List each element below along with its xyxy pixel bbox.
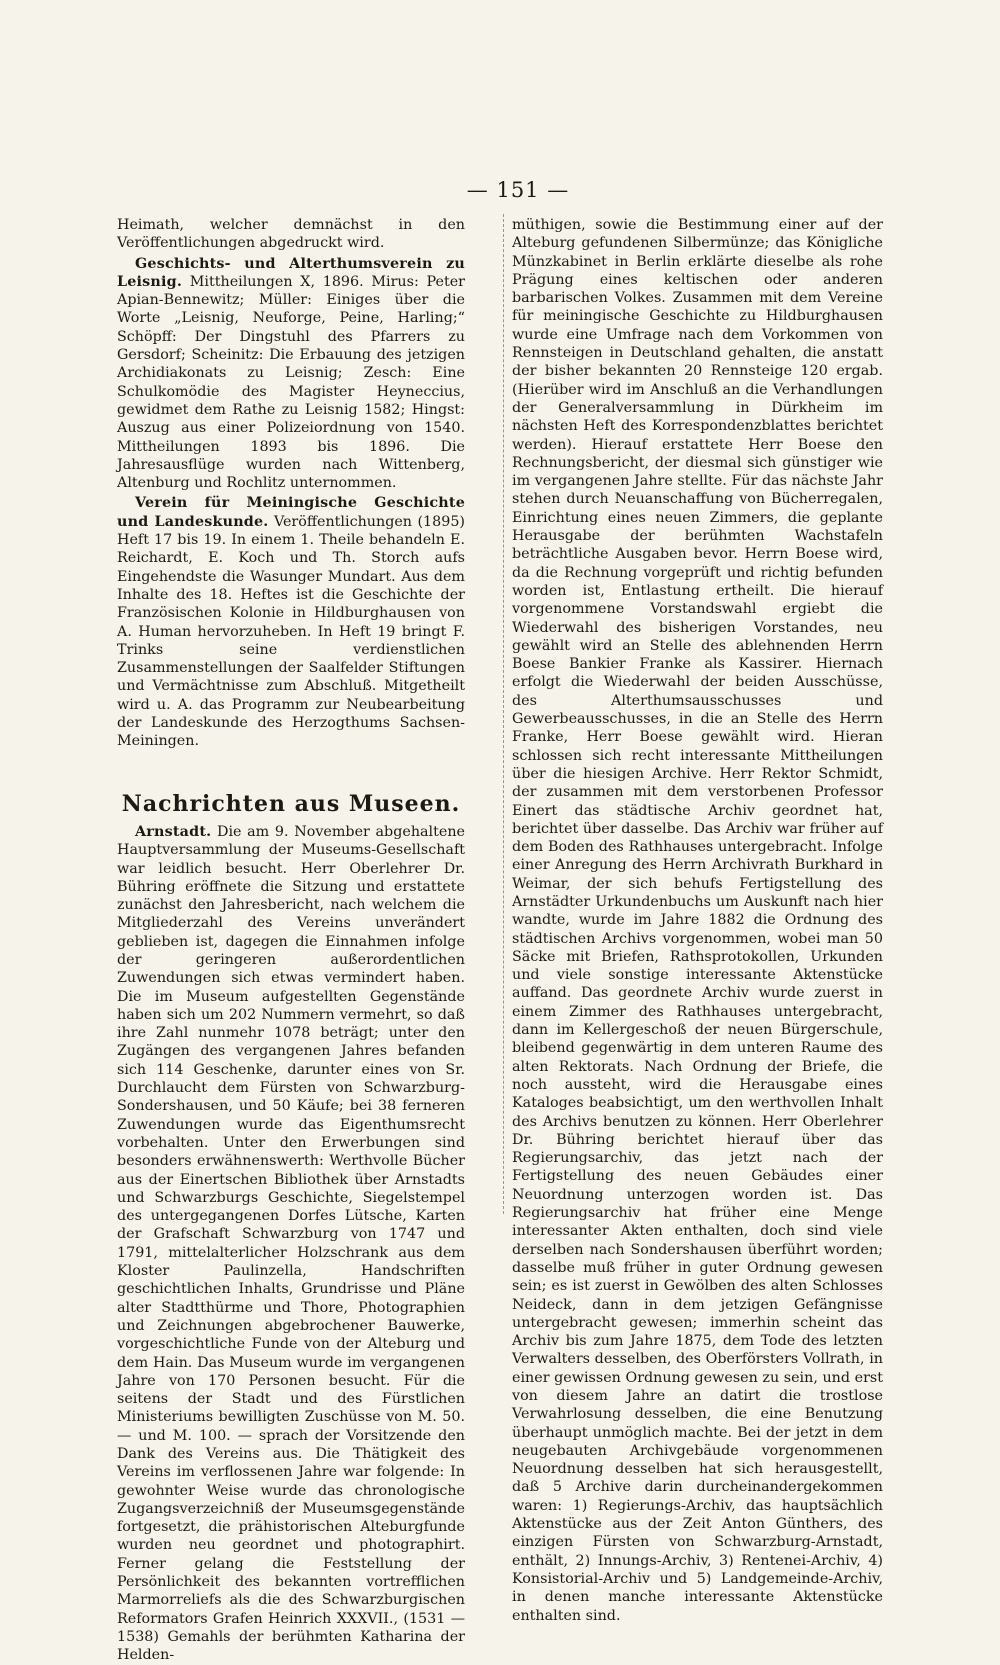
page-number: — 151 — bbox=[466, 178, 570, 202]
section-title: Nachrichten aus Museen. bbox=[121, 790, 461, 817]
meiningen-heading: Verein für Meiningische Geschichte und Landeskunde. bbox=[117, 495, 465, 530]
meiningen-paragraph bbox=[117, 494, 465, 750]
arnstadt-heading: Arnstadt. bbox=[135, 823, 212, 840]
right-column-text: müthigen, sowie die Bestimmung einer auf der Alteburg gefundenen Silbermünze; das Königliche Münzkabinet in Berlin erklärte dieselbe als rohe Prägung eines keltischen oder anderen barbarischen Volkes. Zusammen mit dem Vereine für meiningische Geschichte zu Hildburghausen wurde eine Umfrage nach dem Vorkommen von Rennsteigen in Deutschland gehalten, die anstatt der bisher bekannten 20 Rennsteige 120 ergab. (Hierüber wird im Anschluß an die Verhandlungen der Generalversammlung in Dürkheim im nächsten Heft des Korrespondenzblattes berichtet werden). Hierauf erstattete Herr Boese den Rechnungsbericht, der diesmal sich günstiger wie im vergangenen Jahre stellte. Für das nächste Jahr stehen durch Neuanschaffung von Bücherregalen, Einrichtung eines neuen Zimmers, die geplante Herausgabe der berühmten Wachstafeln beträchtliche Ausgaben bevor. Herrn Boese wird, da die Rechnung vorgeprüft und richtig befunden worden ist, Entlastung ertheilt. Die hierauf vorgenommene Vorstandswahl ergiebt die Wiederwahl des bisherigen Vorstandes, neu gewählt wird an Stelle des ablehnenden Herrn Boese Bankier Franke als Kassirer. Hiernach erfolgt die Wiederwahl der beiden Ausschüsse, des Alterthumsausschusses und Gewerbeausschusses, in die an Stelle des Herrn Franke, Herr Boese gewählt wird. Hieran schlossen sich recht interessante Mittheilungen über die hiesigen Archive. Herr Rektor Schmidt, der zusammen mit dem verstorbenen Professor Einert das städtische Archiv geordnet hat, berichtet über dasselbe. Das Archiv war früher auf dem Boden des Rathhauses untergebracht. Infolge einer Anregung des Herrn Archivrath Burkhard in Weimar, der sich behufs Fertigstellung des Arnstädter Urkundenbuchs um Auskunft nach hier wandte, wurde im Jahre 1882 die Ordnung des städtischen Archivs vorgenommen, wobei man 50 Säcke mit Briefen, Rathsprotokollen, Urkunden und viele sonstige interessante Aktenstücke auffand. Das geordnete Archiv wurde zuerst in einem Zimmer des Rathhauses untergebracht, dann im Kellergeschoß der neuen Bürgerschule, bleibend gegenwärtig in dem unteren Raume des alten Rektorats. Nach Ordnung der Briefe, die noch aussteht, wird die Herausgabe eines Kataloges beabsichtigt, um den werthvollen Inhalt des Archivs benutzen zu können. Herr Oberlehrer Dr. Bühring berichtet hierauf über das Regierungsarchiv, das jetzt nach der Fertigstellung des neuen Gebäudes einer Neuordnung unterzogen worden ist. Das Regierungsarchiv hat früher eine Menge interessanter Akten enthalten, doch sind viele derselben nach Sondershausen überführt worden; dasselbe muß früher in guter Ordnung gewesen sein; es ist zuerst in Gewölben des alten Schlosses Neideck, dann in dem jetzigen Gefängnisse untergebracht gewesen; immerhin scheint das Archiv bis zum Jahre 1875, dem Tode des letzten Verwalters desselben, des Oberförsters Vollrath, in einer gewissen Ordnung gewesen zu sein, und erst von diesem Jahre an datirt die trostlose Verwahrlosung desselben, die eine Benutzung überhaupt unmöglich machte. Bei der jetzt in dem neugebauten Archivgebäude vorgenommenen Neuordnung desselben hat sich herausgestellt, daß 5 Archive darin durcheinandergekommen waren: 1) Regierungs-Archiv, das hauptsächlich Aktenstücke aus der Zeit Anton Günthers, des einzigen Fürsten von Schwarzburg-Arnstadt, enthält, 2) Innungs-Archiv, 3) Rentenei-Archiv, 4) Konsistorial-Archiv und 5) Landgemeinde-Archiv, in denen manche interessante Aktenstücke enthalten sind. bbox=[512, 217, 883, 1624]
leisnig-paragraph bbox=[117, 255, 465, 493]
leisnig-text: Mittheilungen X, 1896. Mirus: Peter Apian-Bennewitz; Müller: Einiges über die Worte „Leisnig, Neuforge, Peine, Harling;“ Schöpff: Der Dingstuhl des Pfarrers zu Gersdorf; Scheinitz: Die Erbauung des jetzigen Archidiakonats zu Leisnig; Zesch: Eine Schulkomödie des Magister Heyneccius, gewidmet dem Rathe zu Leisnig 1582; Hingst: Auszug aus einer Polizeiordnung von 1540. Mittheilungen 1893 bis 1896. Die Jahresausflüge wurden nach Wittenberg, Altenburg und Rochlitz unternommen. bbox=[117, 273, 466, 492]
continuation-paragraph: Heimath, welcher demnächst in den Veröffentlichungen abgedruckt wird. bbox=[117, 217, 465, 252]
column-divider bbox=[503, 214, 504, 1214]
leisnig-heading: Geschichts- und Alterthumsverein zu Leisnig. bbox=[117, 255, 465, 290]
meiningen-text: Veröffentlichungen (1895) Heft 17 bis 19. In einem 1. Theile behandeln E. Reichardt, E. Koch und Th. Storch aufs Eingehendste die Wasunger Mundart. Aus dem Inhalte des 18. Heftes ist die Geschichte der Französischen Kolonie in Hildburghausen von A. Human hervorzuheben. In Heft 19 bringt F. Trinks seine verdienstlichen Zusammenstellungen der Saalfelder Stiftungen und Vermächtnisse zum Abschluß. Mitgetheilt wird u. A. das Programm zur Neubearbeitung der Landeskunde des Herzogthums Sachsen-Meiningen. bbox=[117, 513, 465, 750]
arnstadt-text: Die am 9. November abgehaltene Hauptversammlung der Museums-Gesellschaft war leidlich besucht. Herr Oberlehrer Dr. Bühring eröffnete die Sitzung und erstattete zunächst den Jahresbericht, nach welchem die Mitgliederzahl des Vereins unverändert geblieben ist, dagegen die Einnahmen infolge der geringeren außerordentlichen Zuwendungen sich etwas vermindert haben. Die im Museum aufgestellten Gegenstände haben sich um 202 Nummern vermehrt, so daß ihre Zahl nunmehr 1078 beträgt; unter den Zugängen des vergangenen Jahres befanden sich 114 Geschenke, darunter eines von Sr. Durchlaucht dem Fürsten von Schwarzburg-Sondershausen, und 50 Käufe; bei 38 ferneren Zuwendungen wurde das Eigenthumsrecht vorbehalten. Unter den Erwerbungen sind besonders erwähnenswerth: Werthvolle Bücher aus der Einertschen Bibliothek über Arnstadts und Schwarzburgs Geschichte, Siegelstempel des untergegangenen Dorfes Lütsche, Karten der Grafschaft Schwarzburg von 1747 und 1791, mittelalterlicher Holzschrank aus dem Kloster Paulinzella, Handschriften geschichtlichen Inhalts, Grundrisse und Pläne alter Stadtthürme und Thore, Photographien und Zeichnungen abgebrochener Bauwerke, vorgeschichtliche Funde von der Alteburg und dem Hain. Das Museum wurde im vergangenen Jahre von 170 Personen besucht. Für die seitens der Stadt und des Fürstlichen Ministeriums bewilligten Zuschüsse von M. 50. — und M. 100. — sprach der Vorsitzende den Dank des Vereins aus. Die Thätigkeit des Vereins im verflossenen Jahre war folgende: In gewohnter Weise wurde das chronologische Zugangsverzeichniß der Museumsgegenstände fortgesetzt, die prähistorischen Alteburgfunde wurden neu geordnet und photographirt. Ferner gelang die Feststellung der Persönlichkeit des bekannten vortrefflichen Marmorreliefs als die des Schwarzburgischen Reformators Grafen Heinrich XXXVII., (1531 —1538) Gemahls der berühmten Katharina der Helden- bbox=[117, 823, 465, 1664]
arnstadt-paragraph bbox=[117, 823, 465, 1665]
left-column bbox=[117, 216, 465, 1665]
